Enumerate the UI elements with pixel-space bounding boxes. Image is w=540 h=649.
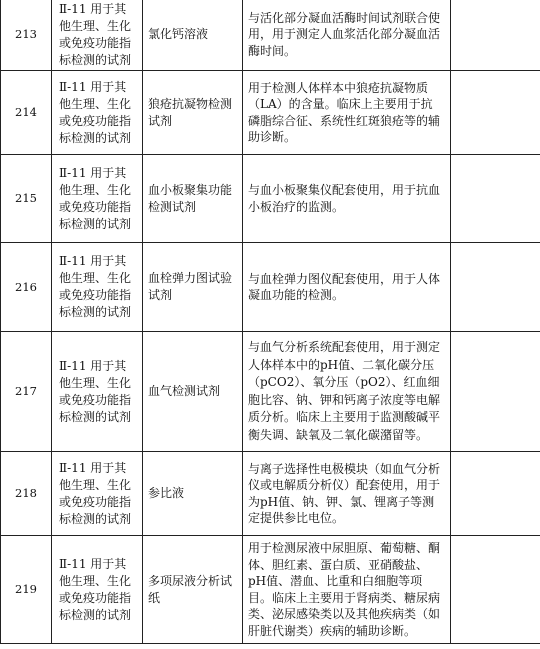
note-cell	[451, 332, 540, 452]
product-name-cell: 氯化钙溶液	[143, 0, 243, 71]
table-row	[1, 536, 540, 644]
table-row	[1, 452, 540, 536]
description-cell: 与血小板聚集仪配套使用，用于抗血小板治疗的监测。	[243, 155, 451, 243]
category-cell: Ⅱ-11 用于其 他生理、生化 或免疫功能指 标检测的试剂	[52, 452, 143, 536]
note-cell	[451, 452, 540, 536]
description-cell: 与活化部分凝血活酶时间试剂联合使用，用于测定人血浆活化部分凝血活酶时间。	[243, 0, 451, 71]
table-row	[1, 0, 540, 71]
row-number: 216	[1, 243, 52, 332]
table-row	[1, 155, 540, 243]
product-name-cell: 血小板聚集功能检测试剂	[143, 155, 243, 243]
row-number: 218	[1, 452, 52, 536]
category-cell: Ⅱ-11 用于其 他生理、生化 或免疫功能指 标检测的试剂	[52, 71, 143, 155]
note-cell	[451, 155, 540, 243]
note-cell	[451, 536, 540, 644]
product-name-cell: 狼疮抗凝物检测试剂	[143, 71, 243, 155]
product-name-cell: 血栓弹力图试验试剂	[143, 243, 243, 332]
category-cell: Ⅱ-11 用于其 他生理、生化 或免疫功能指 标检测的试剂	[52, 332, 143, 452]
description-cell: 用于检测人体样本中狼疮抗凝物质（LA）的含量。临床上主要用于抗磷脂综合征、系统性红斑狼疮等的辅助诊断。	[243, 71, 451, 155]
product-name-cell: 多项尿液分析试纸	[143, 536, 243, 644]
category-cell: Ⅱ-11 用于其 他生理、生化 或免疫功能指 标检测的试剂	[52, 155, 143, 243]
category-cell: Ⅱ-11 用于其 他生理、生化 或免疫功能指 标检测的试剂	[52, 536, 143, 644]
row-number: 215	[1, 155, 52, 243]
category-cell: Ⅱ-11 用于其 他生理、生化 或免疫功能指 标检测的试剂	[52, 243, 143, 332]
description-cell: 与离子选择性电极模块（如血气分析仪或电解质分析仪）配套使用，用于为pH值、钠、钾、氯、锂离子等测定提供参比电位。	[243, 452, 451, 536]
product-name-cell: 参比液	[143, 452, 243, 536]
description-cell: 与血栓弹力图仪配套使用，用于人体凝血功能的检测。	[243, 243, 451, 332]
row-number: 217	[1, 332, 52, 452]
table-row	[1, 71, 540, 155]
table-row	[1, 332, 540, 452]
row-number: 219	[1, 536, 52, 644]
product-name-cell: 血气检测试剂	[143, 332, 243, 452]
row-number: 214	[1, 71, 52, 155]
note-cell	[451, 71, 540, 155]
note-cell	[451, 243, 540, 332]
description-cell: 用于检测尿液中尿胆原、葡萄糖、酮体、胆红素、蛋白质、亚硝酸盐、pH值、潜血、比重和白细胞等项目。临床上主要用于肾病类、糖尿病类、泌尿感染类以及其他疾病类（如肝脏代谢类）疾病的辅助诊断。	[243, 536, 451, 644]
category-cell: Ⅱ-11 用于其 他生理、生化 或免疫功能指 标检测的试剂	[52, 0, 143, 71]
note-cell	[451, 0, 540, 71]
row-number: 213	[1, 0, 52, 71]
table-row	[1, 243, 540, 332]
description-cell: 与血气分析系统配套使用，用于测定人体样本中的pH值、二氧化碳分压（pCO2）、氧分压（pO2）、红血细胞比容、钠、钾和钙离子浓度等电解质分析。临床上主要用于监测酸碱平衡失调、缺氧及二氧化碳潴留等。	[243, 332, 451, 452]
